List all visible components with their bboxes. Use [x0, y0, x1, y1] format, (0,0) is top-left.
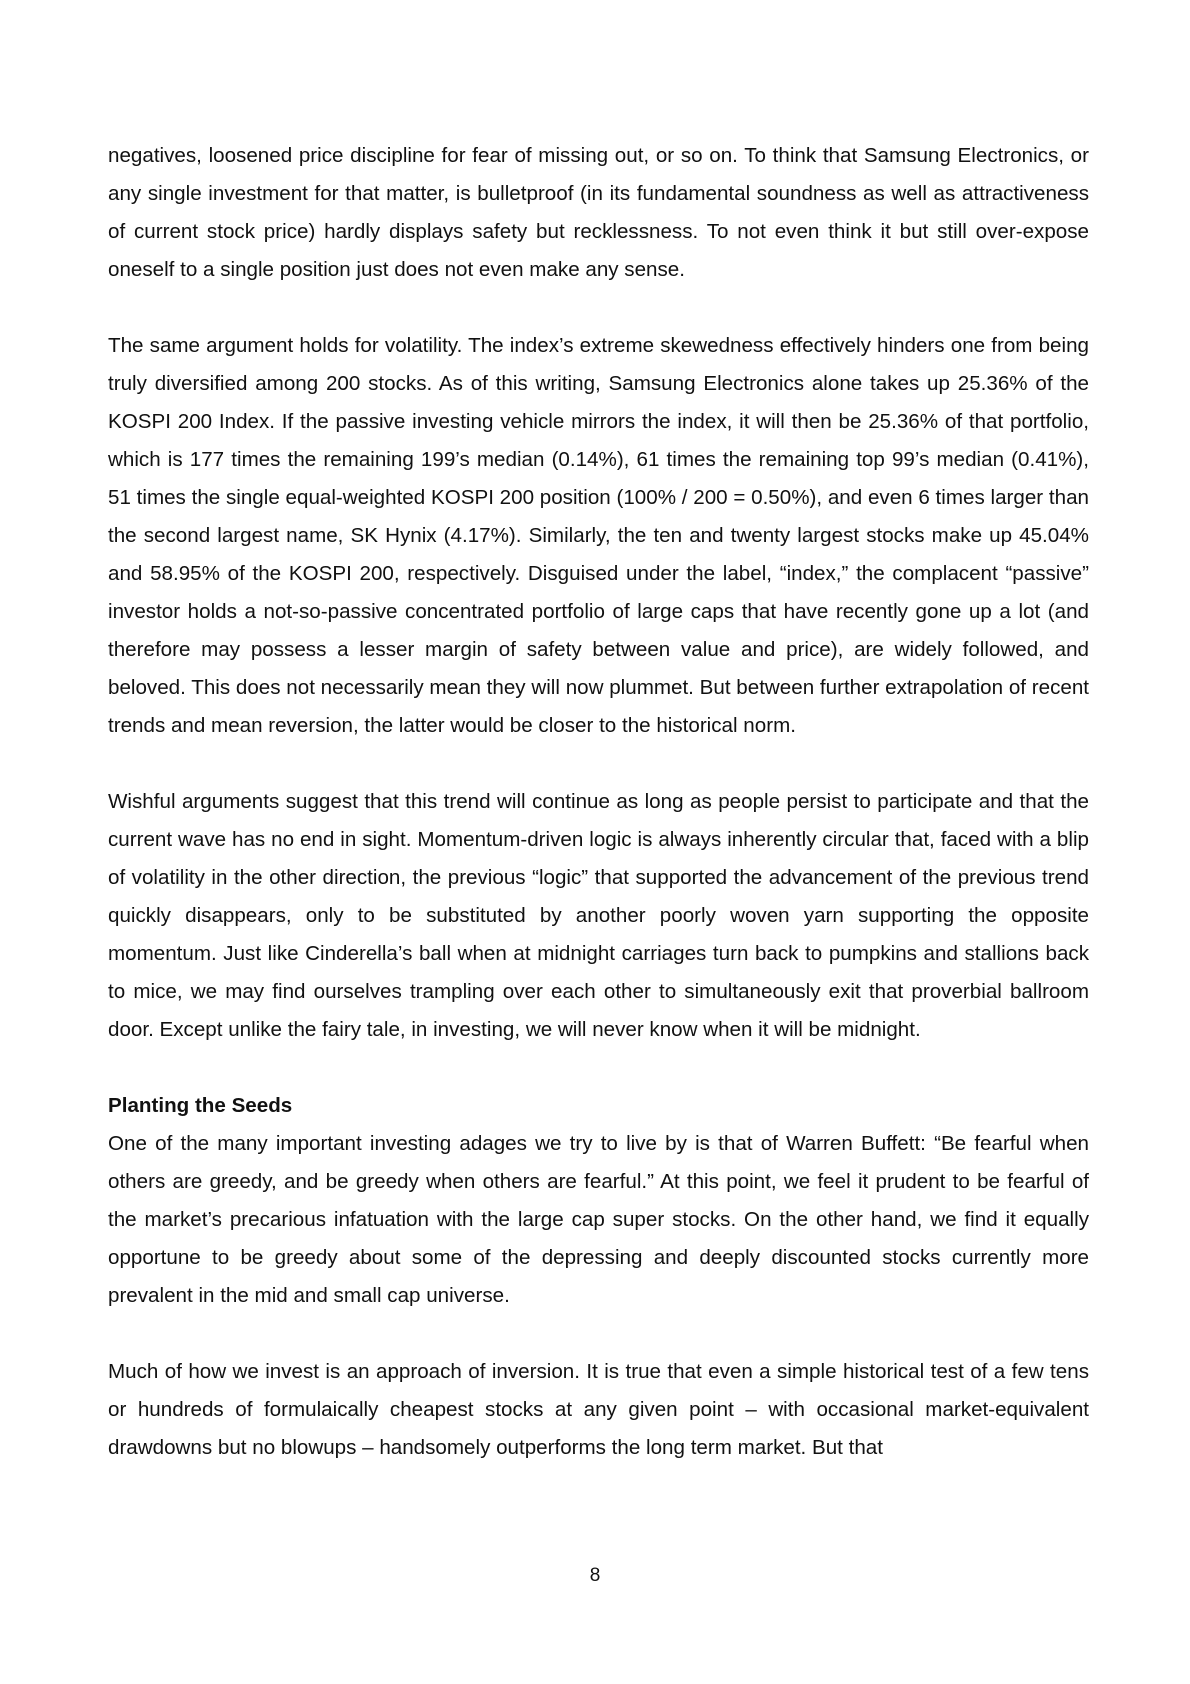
paragraph-buffett-adage: One of the many important investing adages we try to live by is that of Warren Buffett: “Be fearful when others are greedy, and be greedy when others are fearful.” At this point, we feel it prudent to be fearful of the market’s precarious infatuation with the large cap super stocks. On the other hand, we find it equally opportune to be greedy about some of the depressing and deeply discounted stocks currently more prevalent in the mid and small cap universe.	[108, 1132, 1089, 1307]
paragraph-gap	[108, 1049, 1089, 1087]
paragraph-momentum: Wishful arguments suggest that this trend will continue as long as people persist to participate and that the current wave has no end in sight. Momentum-driven logic is always inherently circular that, faced with a blip of volatility in the other direction, the previous “logic” that supported the advancement of the previous trend quickly disappears, only to be substituted by another poorly woven yarn supporting the opposite momentum. Just like Cinderella’s ball when at midnight carriages turn back to pumpkins and stallions back to mice, we may find ourselves trampling over each other to simultaneously exit that proverbial ballroom door. Except unlike the fairy tale, in investing, we will never know when it will be midnight.	[108, 790, 1089, 1041]
page-number: 8	[589, 1565, 601, 1586]
paragraph-volatility: The same argument holds for volatility. The index’s extreme skewedness effectively hinders one from being truly diversified among 200 stocks. As of this writing, Samsung Electronics alone takes up 25.36% of the KOSPI 200 Index. If the passive investing vehicle mirrors the index, it will then be 25.36% of that portfolio, which is 177 times the remaining 199’s median (0.14%), 61 times the remaining top 99’s median (0.41%), 51 times the single equal-weighted KOSPI 200 position (100% / 200 = 0.50%), and even 6 times larger than the second largest name, SK Hynix (4.17%). Similarly, the ten and twenty largest stocks make up 45.04% and 58.95% of the KOSPI 200, respectively. Disguised under the label, “index,” the complacent “passive” investor holds a not-so-passive concentrated portfolio of large caps that have recently gone up a lot (and therefore may possess a lesser margin of safety between value and price), are widely followed, and beloved. This does not necessarily mean they will now plummet. But between further extrapolation of recent trends and mean reversion, the latter would be closer to the historical norm.	[108, 334, 1089, 737]
paragraph-inversion: Much of how we invest is an approach of inversion. It is true that even a simple historical test of a few tens or hundreds of formulaically cheapest stocks at any given point – with occasional market-equivalent drawdowns but no blowups – handsomely outperforms the long term market. But that	[108, 1360, 1089, 1459]
section-heading: Planting the Seeds	[108, 1094, 293, 1117]
paragraph-gap	[108, 1315, 1089, 1353]
paragraph-gap	[108, 745, 1089, 783]
page-body	[108, 137, 1089, 1467]
paragraph-gap	[108, 289, 1089, 327]
paragraph-concentration-risk: negatives, loosened price discipline for fear of missing out, or so on. To think that Samsung Electronics, or any single investment for that matter, is bulletproof (in its fundamental soundness as well as attractiveness of current stock price) hardly displays safety but recklessness. To not even think it but still over-expose oneself to a single position just does not even make any sense.	[108, 144, 1089, 281]
